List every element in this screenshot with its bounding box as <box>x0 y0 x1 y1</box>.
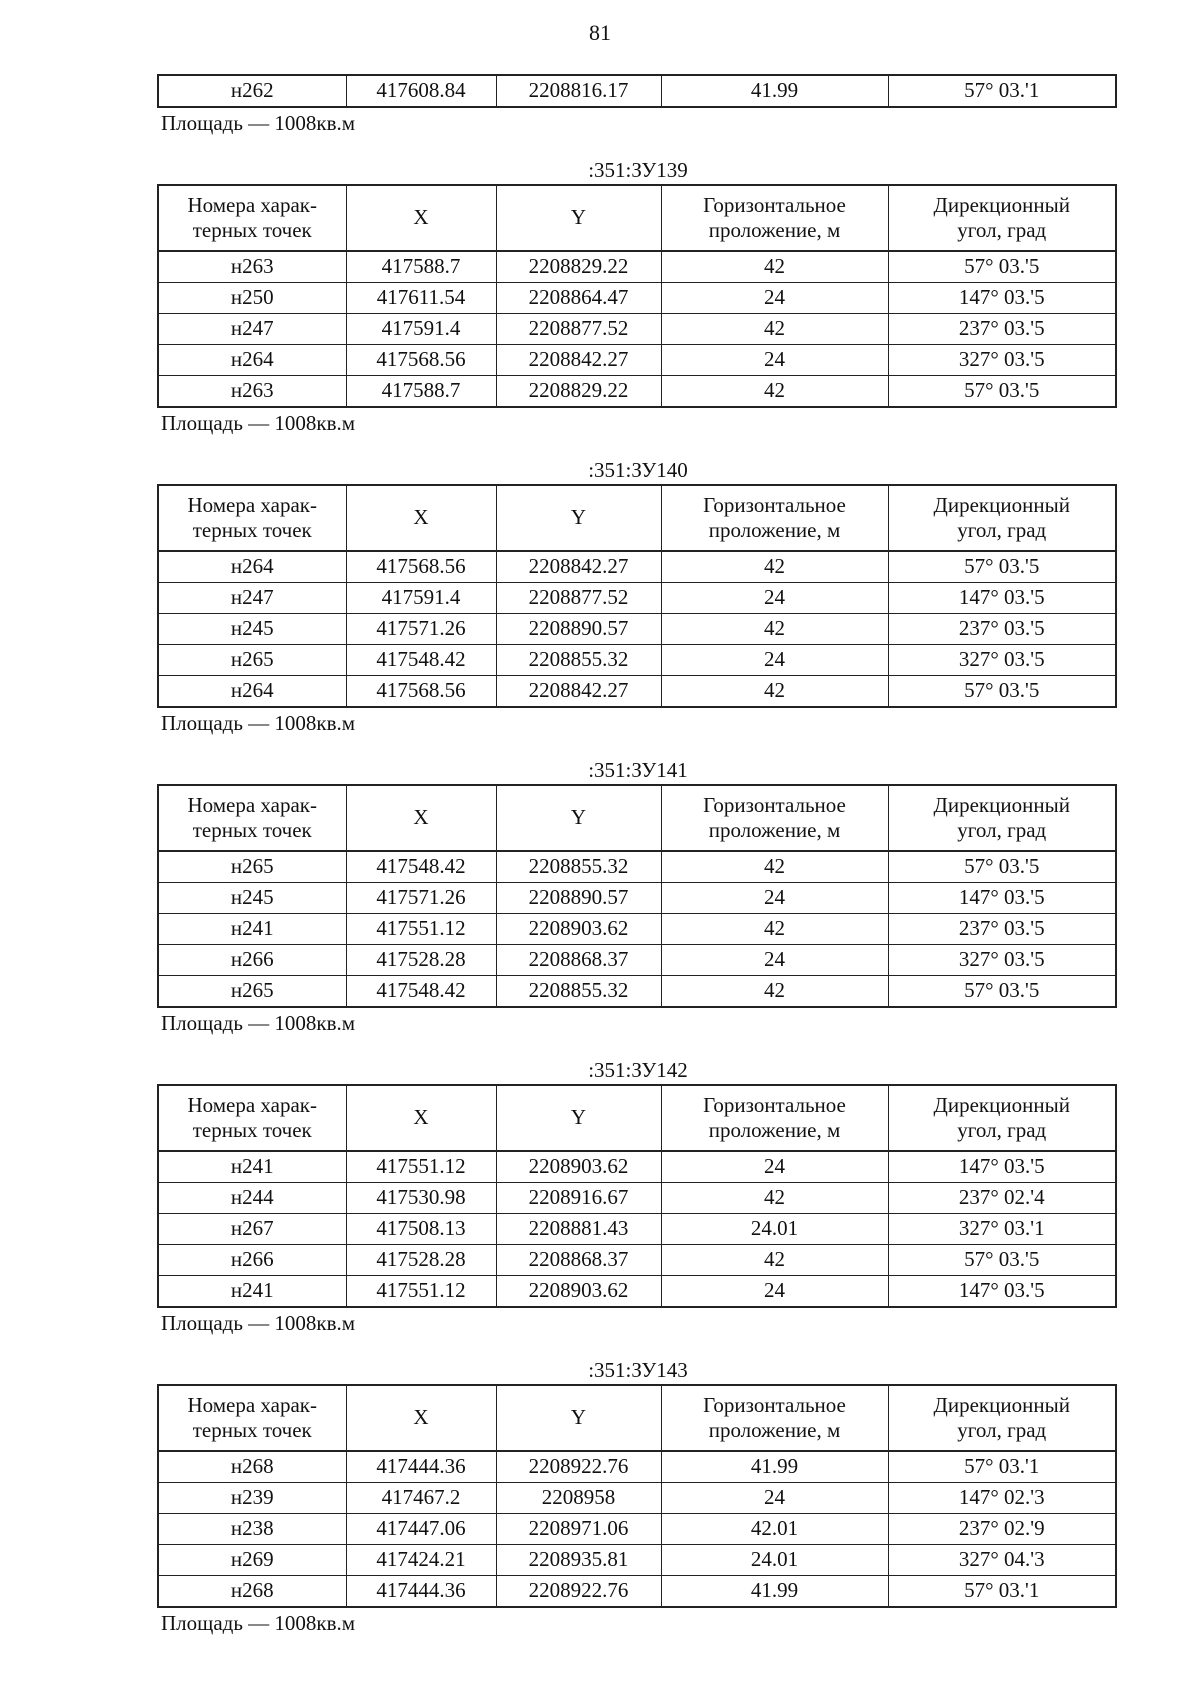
x-cell: 417551.12 <box>346 1276 496 1308</box>
coordinates-table <box>157 184 1117 408</box>
y-cell: 2208877.52 <box>496 583 661 614</box>
table-row <box>158 645 1116 676</box>
plot-title: :351:ЗУ139 <box>588 158 688 182</box>
x-cell: 417568.56 <box>346 345 496 376</box>
point-cell: н241 <box>158 914 346 945</box>
header-x: X <box>346 185 496 251</box>
point-cell: н239 <box>158 1483 346 1514</box>
angle-cell: 237° 03.'5 <box>888 614 1116 645</box>
angle-cell: 237° 03.'5 <box>888 314 1116 345</box>
table-header-row <box>158 1085 1116 1151</box>
distance-cell: 41.99 <box>661 75 888 107</box>
x-cell: 417591.4 <box>346 314 496 345</box>
plot-section <box>157 1056 1115 1336</box>
table-row <box>158 283 1116 314</box>
point-cell: н268 <box>158 1451 346 1483</box>
page-number: 81 <box>589 20 611 45</box>
x-cell: 417588.7 <box>346 251 496 283</box>
table-row <box>158 883 1116 914</box>
header-y: Y <box>496 185 661 251</box>
distance-cell: 24 <box>661 883 888 914</box>
coordinates-table <box>157 1384 1117 1608</box>
y-cell: 2208842.27 <box>496 345 661 376</box>
angle-cell: 147° 03.'5 <box>888 283 1116 314</box>
table-row <box>158 914 1116 945</box>
distance-cell: 41.99 <box>661 1576 888 1608</box>
x-cell: 417548.42 <box>346 851 496 883</box>
x-cell: 417467.2 <box>346 1483 496 1514</box>
header-y: Y <box>496 1385 661 1451</box>
coordinates-table <box>157 1084 1117 1308</box>
point-cell: н266 <box>158 945 346 976</box>
angle-cell: 237° 02.'4 <box>888 1183 1116 1214</box>
table-header-row <box>158 185 1116 251</box>
angle-cell: 327° 03.'5 <box>888 645 1116 676</box>
header-y: Y <box>496 485 661 551</box>
point-cell: н247 <box>158 314 346 345</box>
distance-cell: 42 <box>661 914 888 945</box>
header-directional-angle: Дирекционный угол, град <box>888 1085 1116 1151</box>
distance-cell: 24.01 <box>661 1545 888 1576</box>
x-cell: 417568.56 <box>346 551 496 583</box>
table-row <box>158 551 1116 583</box>
y-cell: 2208855.32 <box>496 976 661 1008</box>
header-y: Y <box>496 785 661 851</box>
plot-section <box>157 756 1115 1036</box>
y-cell: 2208864.47 <box>496 283 661 314</box>
x-cell: 417508.13 <box>346 1214 496 1245</box>
x-cell: 417608.84 <box>346 75 496 107</box>
point-cell: н241 <box>158 1151 346 1183</box>
angle-cell: 147° 03.'5 <box>888 1151 1116 1183</box>
y-cell: 2208903.62 <box>496 1151 661 1183</box>
distance-cell: 42 <box>661 676 888 708</box>
distance-cell: 24 <box>661 645 888 676</box>
angle-cell: 327° 04.'3 <box>888 1545 1116 1576</box>
angle-cell: 57° 03.'5 <box>888 976 1116 1008</box>
distance-cell: 24 <box>661 583 888 614</box>
angle-cell: 147° 02.'3 <box>888 1483 1116 1514</box>
distance-cell: 24 <box>661 945 888 976</box>
point-cell: н264 <box>158 551 346 583</box>
y-cell: 2208916.67 <box>496 1183 661 1214</box>
point-cell: н266 <box>158 1245 346 1276</box>
x-cell: 417548.42 <box>346 976 496 1008</box>
plot-section <box>157 456 1115 736</box>
point-cell: н263 <box>158 251 346 283</box>
angle-cell: 327° 03.'5 <box>888 345 1116 376</box>
point-cell: н265 <box>158 851 346 883</box>
angle-cell: 237° 03.'5 <box>888 914 1116 945</box>
y-cell: 2208903.62 <box>496 914 661 945</box>
table-row <box>158 345 1116 376</box>
x-cell: 417424.21 <box>346 1545 496 1576</box>
y-cell: 2208868.37 <box>496 1245 661 1276</box>
table-row <box>158 676 1116 708</box>
table-row <box>158 976 1116 1008</box>
point-cell: н269 <box>158 1545 346 1576</box>
distance-cell: 41.99 <box>661 1451 888 1483</box>
distance-cell: 42 <box>661 1245 888 1276</box>
table-row <box>158 75 1116 107</box>
distance-cell: 24 <box>661 345 888 376</box>
plot-sections <box>157 156 1115 1636</box>
distance-cell: 42.01 <box>661 1514 888 1545</box>
distance-cell: 42 <box>661 1183 888 1214</box>
coordinates-table <box>157 784 1117 1008</box>
table-row <box>158 1451 1116 1483</box>
header-x: X <box>346 485 496 551</box>
angle-cell: 57° 03.'5 <box>888 1245 1116 1276</box>
y-cell: 2208890.57 <box>496 883 661 914</box>
table-row <box>158 251 1116 283</box>
point-cell: н265 <box>158 645 346 676</box>
table-row <box>158 1514 1116 1545</box>
point-cell: н245 <box>158 883 346 914</box>
x-cell: 417551.12 <box>346 1151 496 1183</box>
plot-section <box>157 1356 1115 1636</box>
plot-section <box>157 156 1115 436</box>
point-cell: н238 <box>158 1514 346 1545</box>
point-cell: н262 <box>158 75 346 107</box>
point-cell: н267 <box>158 1214 346 1245</box>
distance-cell: 24 <box>661 1276 888 1308</box>
y-cell: 2208881.43 <box>496 1214 661 1245</box>
area-label: Площадь — 1008кв.м <box>161 1611 356 1635</box>
header-point-numbers: Номера харак- терных точек <box>158 1385 346 1451</box>
x-cell: 417551.12 <box>346 914 496 945</box>
point-cell: н244 <box>158 1183 346 1214</box>
distance-cell: 42 <box>661 551 888 583</box>
x-cell: 417528.28 <box>346 1245 496 1276</box>
distance-cell: 42 <box>661 314 888 345</box>
header-directional-angle: Дирекционный угол, град <box>888 485 1116 551</box>
y-cell: 2208816.17 <box>496 75 661 107</box>
header-horizontal-distance: Горизонтальное проложение, м <box>661 785 888 851</box>
y-cell: 2208890.57 <box>496 614 661 645</box>
area-label: Площадь — 1008кв.м <box>161 411 356 435</box>
angle-cell: 57° 03.'5 <box>888 251 1116 283</box>
table-row <box>158 1214 1116 1245</box>
y-cell: 2208829.22 <box>496 376 661 408</box>
angle-cell: 327° 03.'1 <box>888 1214 1116 1245</box>
continuation-table <box>157 74 1117 108</box>
table-row <box>158 376 1116 408</box>
angle-cell: 147° 03.'5 <box>888 583 1116 614</box>
angle-cell: 57° 03.'5 <box>888 851 1116 883</box>
angle-cell: 147° 03.'5 <box>888 1276 1116 1308</box>
header-point-numbers: Номера харак- терных точек <box>158 485 346 551</box>
angle-cell: 237° 02.'9 <box>888 1514 1116 1545</box>
angle-cell: 327° 03.'5 <box>888 945 1116 976</box>
angle-cell: 57° 03.'5 <box>888 551 1116 583</box>
point-cell: н265 <box>158 976 346 1008</box>
distance-cell: 24 <box>661 1151 888 1183</box>
distance-cell: 24 <box>661 1483 888 1514</box>
header-point-numbers: Номера харак- терных точек <box>158 185 346 251</box>
x-cell: 417528.28 <box>346 945 496 976</box>
distance-cell: 42 <box>661 614 888 645</box>
table-row <box>158 1151 1116 1183</box>
x-cell: 417548.42 <box>346 645 496 676</box>
table-header-row <box>158 785 1116 851</box>
y-cell: 2208842.27 <box>496 676 661 708</box>
table-row <box>158 314 1116 345</box>
y-cell: 2208922.76 <box>496 1451 661 1483</box>
distance-cell: 24.01 <box>661 1214 888 1245</box>
table-row <box>158 1276 1116 1308</box>
header-x: X <box>346 1085 496 1151</box>
y-cell: 2208935.81 <box>496 1545 661 1576</box>
area-label: Площадь — 1008кв.м <box>161 1011 356 1035</box>
table-row <box>158 1576 1116 1608</box>
table-row <box>158 851 1116 883</box>
point-cell: н268 <box>158 1576 346 1608</box>
point-cell: н245 <box>158 614 346 645</box>
point-cell: н241 <box>158 1276 346 1308</box>
header-point-numbers: Номера харак- терных точек <box>158 785 346 851</box>
x-cell: 417571.26 <box>346 883 496 914</box>
angle-cell: 57° 03.'1 <box>888 75 1116 107</box>
table-row <box>158 1245 1116 1276</box>
point-cell: н247 <box>158 583 346 614</box>
x-cell: 417588.7 <box>346 376 496 408</box>
table-row <box>158 1545 1116 1576</box>
table-header-row <box>158 485 1116 551</box>
plot-title: :351:ЗУ143 <box>588 1358 688 1382</box>
header-horizontal-distance: Горизонтальное проложение, м <box>661 485 888 551</box>
header-directional-angle: Дирекционный угол, град <box>888 785 1116 851</box>
distance-cell: 24 <box>661 283 888 314</box>
angle-cell: 57° 03.'5 <box>888 676 1116 708</box>
x-cell: 417444.36 <box>346 1451 496 1483</box>
table-row <box>158 1483 1116 1514</box>
y-cell: 2208829.22 <box>496 251 661 283</box>
x-cell: 417444.36 <box>346 1576 496 1608</box>
table-row <box>158 583 1116 614</box>
y-cell: 2208855.32 <box>496 645 661 676</box>
y-cell: 2208903.62 <box>496 1276 661 1308</box>
header-x: X <box>346 785 496 851</box>
distance-cell: 42 <box>661 976 888 1008</box>
area-label: Площадь — 1008кв.м <box>161 711 356 735</box>
table-row <box>158 945 1116 976</box>
angle-cell: 147° 03.'5 <box>888 883 1116 914</box>
point-cell: н264 <box>158 345 346 376</box>
distance-cell: 42 <box>661 851 888 883</box>
x-cell: 417591.4 <box>346 583 496 614</box>
y-cell: 2208842.27 <box>496 551 661 583</box>
point-cell: н263 <box>158 376 346 408</box>
x-cell: 417571.26 <box>346 614 496 645</box>
point-cell: н250 <box>158 283 346 314</box>
plot-title: :351:ЗУ140 <box>588 458 688 482</box>
angle-cell: 57° 03.'1 <box>888 1451 1116 1483</box>
distance-cell: 42 <box>661 376 888 408</box>
distance-cell: 42 <box>661 251 888 283</box>
plot-title: :351:ЗУ142 <box>588 1058 688 1082</box>
angle-cell: 57° 03.'1 <box>888 1576 1116 1608</box>
coordinates-table <box>157 484 1117 708</box>
header-horizontal-distance: Горизонтальное проложение, м <box>661 1085 888 1151</box>
angle-cell: 57° 03.'5 <box>888 376 1116 408</box>
table-header-row <box>158 1385 1116 1451</box>
document-body <box>157 74 1115 1636</box>
y-cell: 2208922.76 <box>496 1576 661 1608</box>
y-cell: 2208868.37 <box>496 945 661 976</box>
header-horizontal-distance: Горизонтальное проложение, м <box>661 185 888 251</box>
header-point-numbers: Номера харак- терных точек <box>158 1085 346 1151</box>
plot-title: :351:ЗУ141 <box>588 758 688 782</box>
area-label: Площадь — 1008кв.м <box>161 1311 356 1335</box>
y-cell: 2208877.52 <box>496 314 661 345</box>
header-x: X <box>346 1385 496 1451</box>
table-row <box>158 614 1116 645</box>
table-row <box>158 1183 1116 1214</box>
x-cell: 417611.54 <box>346 283 496 314</box>
y-cell: 2208971.06 <box>496 1514 661 1545</box>
point-cell: н264 <box>158 676 346 708</box>
header-directional-angle: Дирекционный угол, град <box>888 185 1116 251</box>
header-y: Y <box>496 1085 661 1151</box>
x-cell: 417447.06 <box>346 1514 496 1545</box>
y-cell: 2208958 <box>496 1483 661 1514</box>
header-directional-angle: Дирекционный угол, град <box>888 1385 1116 1451</box>
header-horizontal-distance: Горизонтальное проложение, м <box>661 1385 888 1451</box>
y-cell: 2208855.32 <box>496 851 661 883</box>
x-cell: 417568.56 <box>346 676 496 708</box>
x-cell: 417530.98 <box>346 1183 496 1214</box>
area-label: Площадь — 1008кв.м <box>161 111 356 135</box>
